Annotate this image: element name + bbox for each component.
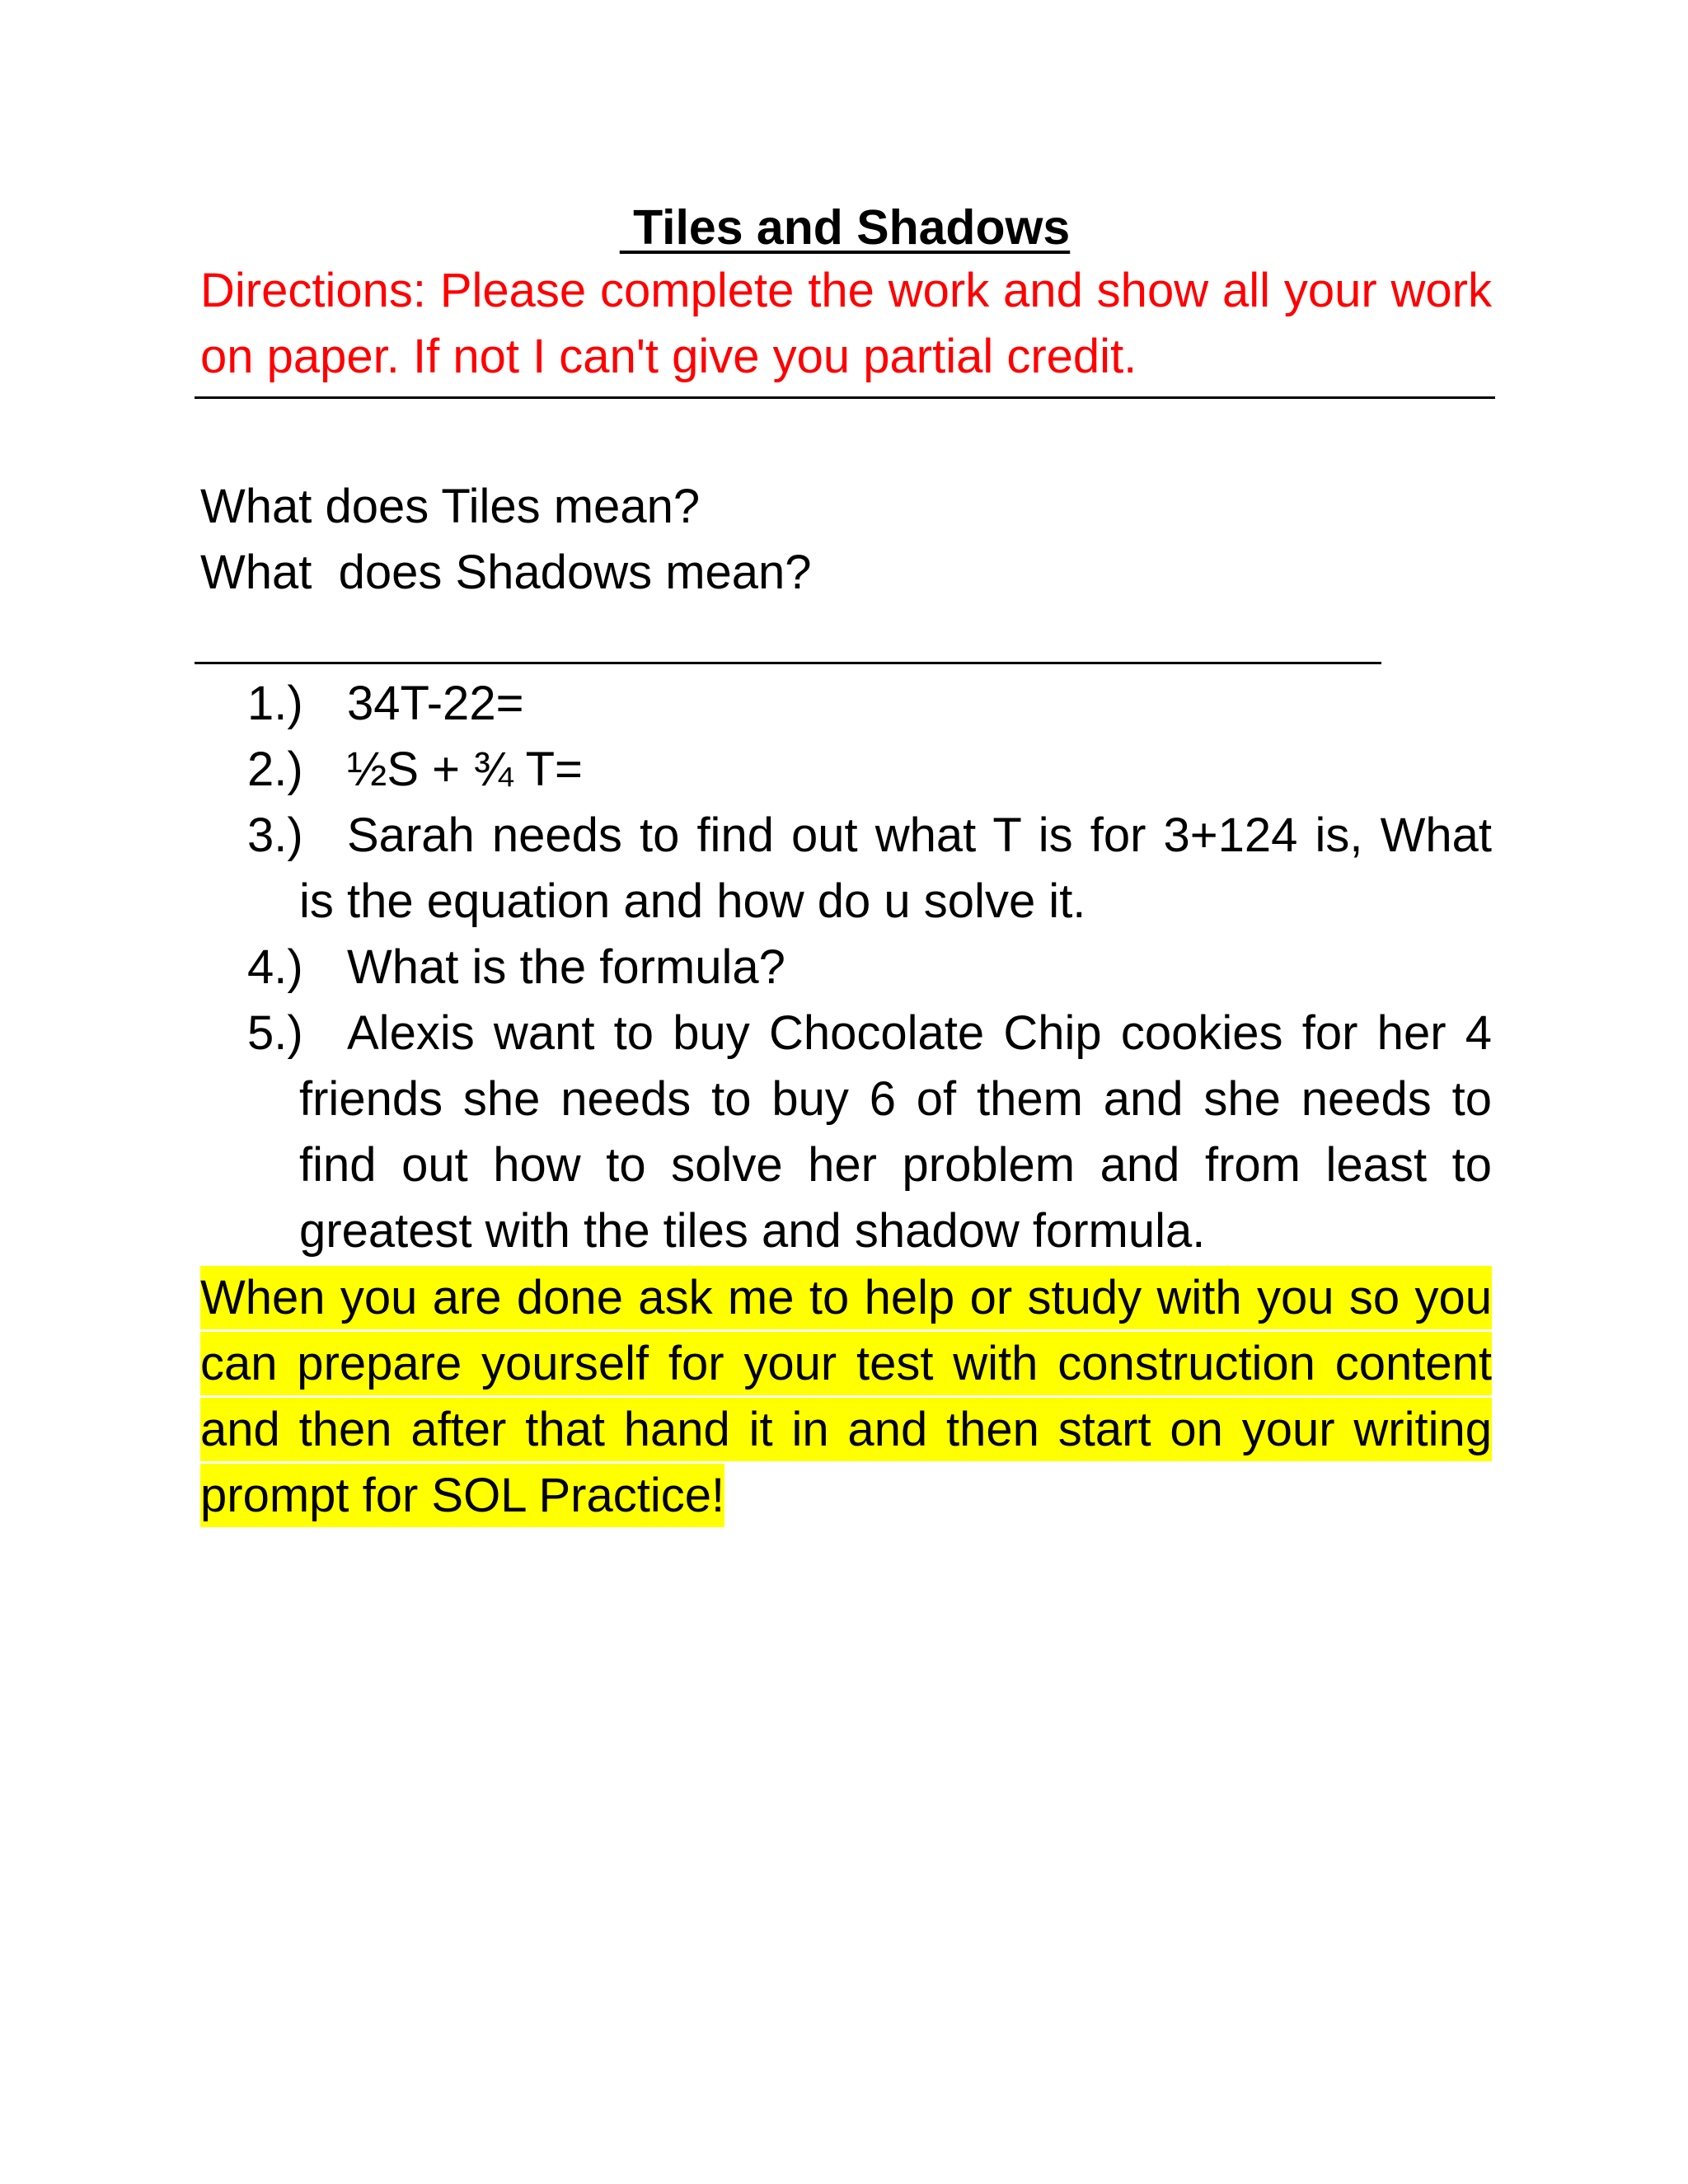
list-item bbox=[247, 1001, 1492, 1264]
worksheet-title: Tiles and Shadows bbox=[619, 200, 1071, 255]
answer-line bbox=[195, 662, 1381, 664]
question-tiles: What does Tiles mean? bbox=[200, 480, 701, 533]
item-number: 2.) bbox=[247, 743, 303, 796]
closing-note bbox=[200, 1265, 1492, 1529]
highlighted-note-text: When you are done ask me to help or study with you so you can prepare yourself for your test with construction content and then after that hand it in and then start on your writing prompt for SOL Practice! bbox=[200, 1266, 1492, 1527]
item-text: ½S + ¾ T= bbox=[347, 743, 583, 796]
problem-list bbox=[247, 671, 1492, 1264]
item-text: 34T-22= bbox=[347, 677, 524, 730]
list-item bbox=[247, 935, 1492, 1001]
list-item bbox=[247, 803, 1492, 935]
item-text: Alexis want to buy Chocolate Chip cookies for her 4 friends she needs to buy 6 of them and she needs to find out how to solve her problem and from least to greatest with the tiles and shadow formula. bbox=[299, 1006, 1492, 1258]
directions-text: Directions: Please complete the work and show all your work on paper. If not I can't give you partial credit. bbox=[200, 264, 1492, 383]
divider-line bbox=[195, 396, 1495, 399]
question-shadows: What does Shadows mean? bbox=[200, 546, 812, 599]
item-number: 5.) bbox=[247, 1006, 303, 1060]
list-item bbox=[247, 737, 1492, 803]
item-number: 1.) bbox=[247, 677, 303, 730]
list-item bbox=[247, 671, 1492, 737]
item-text: Sarah needs to find out what T is for 3+124 is, What is the equation and how do u solve it. bbox=[299, 808, 1492, 928]
item-number: 3.) bbox=[247, 808, 303, 862]
item-text: What is the formula? bbox=[347, 940, 785, 994]
item-number: 4.) bbox=[247, 940, 303, 994]
